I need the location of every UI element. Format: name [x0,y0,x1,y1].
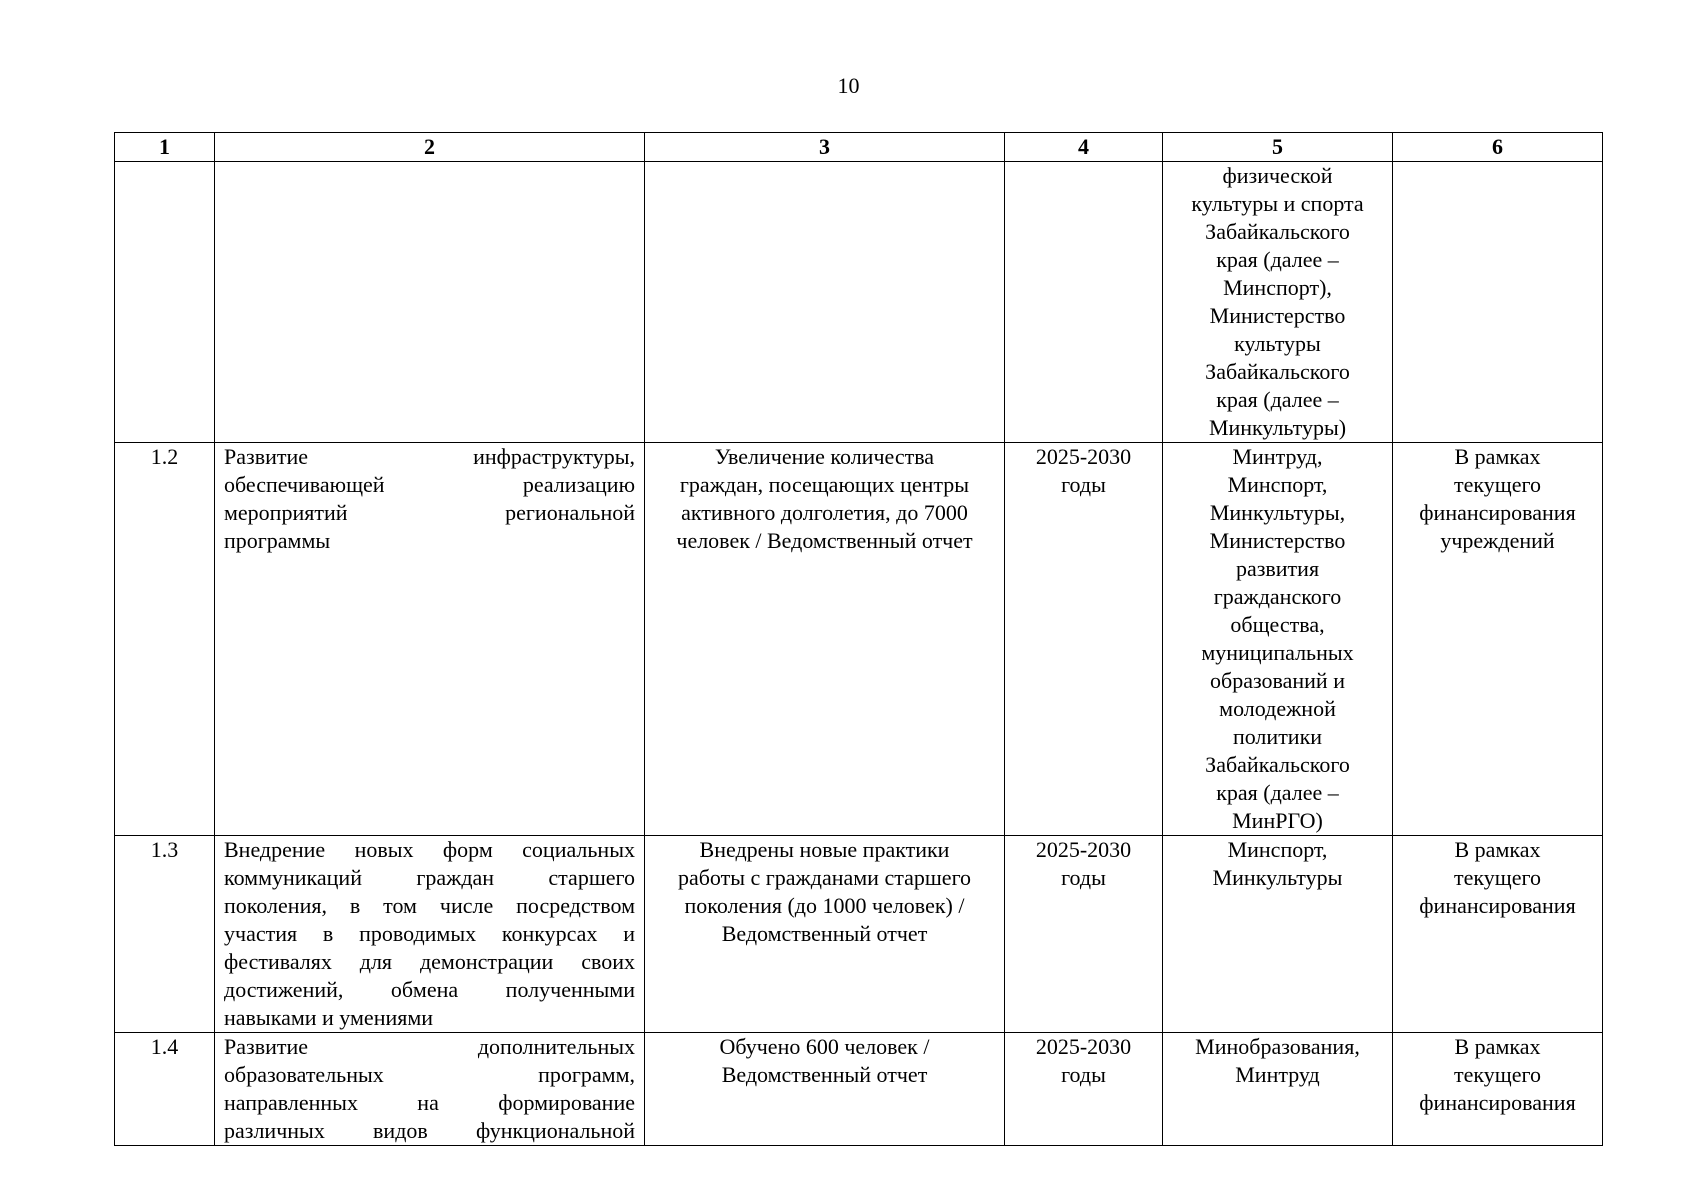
column-header-1: 1 [115,133,215,162]
row-number: 1.2 [115,443,215,836]
column-header-3: 3 [645,133,1005,162]
expected-result [645,443,1005,836]
column-header-6: 6 [1393,133,1603,162]
responsible-executor-line: Минспорт), [1223,275,1332,300]
responsible-executor-line: края (далее – [1216,387,1339,412]
funding-source [1393,162,1603,443]
responsible-executor-line: Забайкальского [1205,752,1350,777]
responsible-executor [1163,836,1393,1033]
description-line: достижений, обмена полученными [224,977,635,1002]
funding-source-line: финансирования [1419,500,1576,525]
description-line: Развитие инфраструктуры, [224,444,635,469]
table-header-row [115,133,1603,162]
expected-result-line: Обучено 600 человек / [719,1034,930,1059]
responsible-executor-line: МинРГО) [1232,808,1323,833]
measure-description [215,836,645,1033]
measures-table [114,132,1603,1146]
responsible-executor-line: Минобразования, [1195,1034,1360,1059]
responsible-executor-line: Минкультуры) [1208,415,1347,440]
implementation-period-line: 2025-2030 [1035,837,1132,862]
implementation-period-line: 2025-2030 [1035,1034,1132,1059]
row-number: 1.3 [115,836,215,1033]
column-header-4: 4 [1005,133,1163,162]
measure-description [215,443,645,836]
responsible-executor-line: Министерство [1209,303,1346,328]
measure-description [215,1033,645,1146]
implementation-period-line: 2025-2030 [1035,444,1132,469]
responsible-executor-line: Минспорт, [1227,837,1328,862]
responsible-executor-line: края (далее – [1216,780,1339,805]
implementation-period [1005,1033,1163,1146]
row-number: 1.4 [115,1033,215,1146]
responsible-executor-line: физической [1222,163,1333,188]
funding-source-line: текущего [1454,865,1541,890]
column-header-2: 2 [215,133,645,162]
responsible-executor-line: политики [1232,724,1323,749]
description-line: фестивалях для демонстрации своих [224,949,635,974]
description-line: Внедрение новых форм социальных [224,837,635,862]
responsible-executor-line: молодежной [1219,696,1336,721]
implementation-period-line: годы [1061,1062,1106,1087]
responsible-executor [1163,1033,1393,1146]
description-line: направленных на формирование [224,1090,635,1115]
column-header-5: 5 [1163,133,1393,162]
expected-result-line: Ведомственный отчет [721,921,928,946]
implementation-period-line: годы [1061,865,1106,890]
expected-result [645,836,1005,1033]
responsible-executor-line: Минспорт, [1227,472,1328,497]
description-line: Развитие дополнительных [224,1034,635,1059]
responsible-executor-line: Министерство [1209,528,1346,553]
responsible-executor-line: Минтруд, [1232,444,1323,469]
table-row [115,836,1603,1033]
expected-result-line: работы с гражданами старшего [677,865,972,890]
funding-source [1393,1033,1603,1146]
expected-result-line: человек / Ведомственный отчет [676,528,973,553]
expected-result-line: Увеличение количества [714,444,935,469]
responsible-executor-line: Минтруд [1235,1062,1320,1087]
responsible-executor [1163,162,1393,443]
table-row [115,1033,1603,1146]
funding-source-line: текущего [1454,472,1541,497]
description-line: навыками и умениями [224,1005,434,1030]
expected-result-line: активного долголетия, до 7000 [681,500,968,525]
description-line: поколения, в том числе посредством [224,893,635,918]
responsible-executor-line: Минкультуры, [1209,500,1346,525]
funding-source-line: финансирования [1419,893,1576,918]
description-line: различных видов функциональной [224,1118,635,1143]
funding-source [1393,836,1603,1033]
funding-source-line: текущего [1454,1062,1541,1087]
responsible-executor-line: общества, [1230,612,1325,637]
description-line: мероприятий региональной [224,500,635,525]
responsible-executor-line: муниципальных [1201,640,1354,665]
expected-result-line: Внедрены новые практики [699,837,950,862]
expected-result-line: поколения (до 1000 человек) / [684,893,965,918]
description-line: обеспечивающей реализацию [224,472,635,497]
funding-source-line: В рамках [1454,1034,1541,1059]
funding-source [1393,443,1603,836]
implementation-period [1005,836,1163,1033]
implementation-period [1005,443,1163,836]
funding-source-line: учреждений [1440,528,1555,553]
funding-source-line: В рамках [1454,444,1541,469]
measure-description [215,162,645,443]
responsible-executor-line: культуры и спорта [1191,191,1364,216]
responsible-executor-line: Забайкальского [1205,219,1350,244]
responsible-executor-line: Минкультуры [1212,865,1343,890]
expected-result-line: граждан, посещающих центры [679,472,970,497]
description-line: участия в проводимых конкурсах и [224,921,635,946]
responsible-executor-line: развития [1235,556,1320,581]
implementation-period-line: годы [1061,472,1106,497]
page-number: 10 [837,73,860,98]
expected-result-line: Ведомственный отчет [721,1062,928,1087]
funding-source-line: финансирования [1419,1090,1576,1115]
responsible-executor-line: образований и [1210,668,1345,693]
expected-result [645,162,1005,443]
responsible-executor-line: культуры [1234,331,1321,356]
responsible-executor-line: края (далее – [1216,247,1339,272]
table-row [115,443,1603,836]
row-number [115,162,215,443]
description-line: коммуникаций граждан старшего [224,865,635,890]
implementation-period [1005,162,1163,443]
description-line: программы [224,528,331,553]
responsible-executor [1163,443,1393,836]
expected-result [645,1033,1005,1146]
description-line: образовательных программ, [224,1062,635,1087]
table-row [115,162,1603,443]
funding-source-line: В рамках [1454,837,1541,862]
responsible-executor-line: Забайкальского [1205,359,1350,384]
responsible-executor-line: гражданского [1213,584,1342,609]
